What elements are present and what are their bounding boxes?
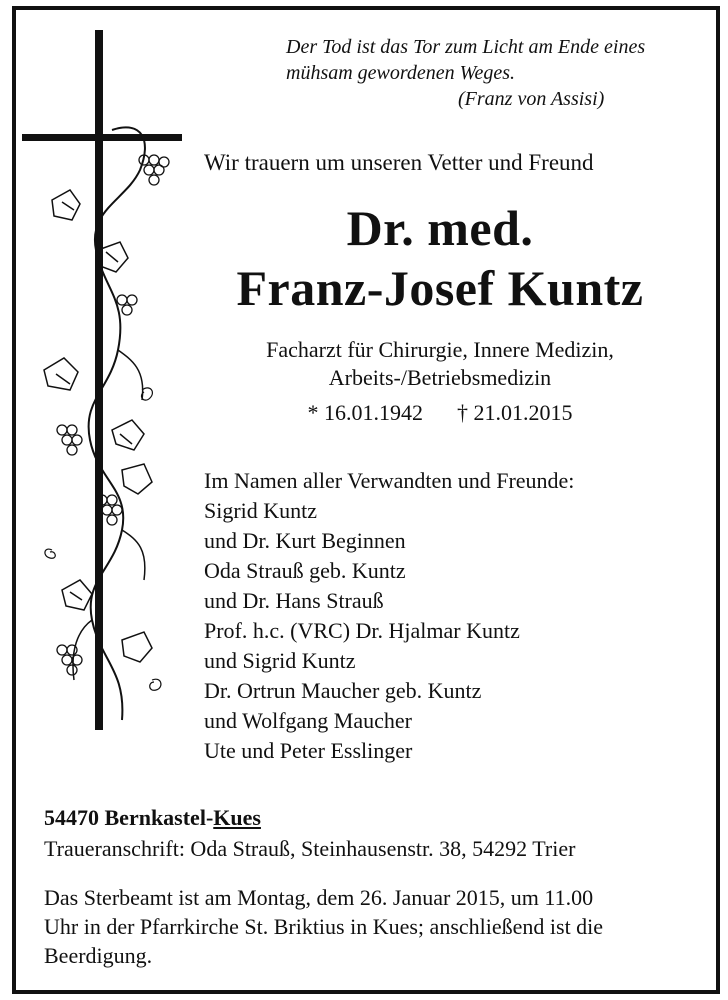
cross-with-grapevine-icon (22, 30, 192, 730)
family-member: Prof. h.c. (VRC) Dr. Hjalmar Kuntz (204, 618, 520, 643)
family-member: Dr. Ortrun Maucher geb. Kuntz (204, 678, 482, 703)
quote-block (286, 34, 696, 112)
deceased-title: Dr. med. (346, 200, 534, 256)
service-line: Das Sterbeamt ist am Montag, dem 26. Januar 2015, um 11.00 (44, 885, 594, 910)
death-date: † 21.01.2015 (457, 400, 573, 425)
place-underlined: Kues (213, 805, 261, 830)
place-line (44, 805, 261, 831)
specialty-line: Facharzt für Chirurgie, Innere Medizin, (266, 337, 614, 362)
family-member: und Dr. Kurt Beginnen (204, 528, 406, 553)
family-member: Sigrid Kuntz (204, 498, 318, 523)
place-prefix: 54470 Bernkastel- (44, 805, 214, 830)
family-heading: Im Namen aller Verwandten und Freunde: (204, 468, 575, 493)
deceased-full-name: Franz-Josef Kuntz (236, 260, 644, 316)
quote-author: (Franz von Assisi) (458, 88, 605, 110)
family-list (204, 466, 574, 766)
birth-date: * 16.01.1942 (307, 400, 423, 425)
life-dates (180, 400, 700, 426)
family-member: Ute und Peter Esslinger (204, 738, 413, 763)
quote-line: mühsam gewordenen Weges. (286, 62, 516, 84)
specialty-line: Arbeits-/Betriebsmedizin (328, 365, 552, 390)
family-member: und Sigrid Kuntz (204, 648, 356, 673)
family-member: und Dr. Hans Strauß (204, 588, 384, 613)
family-member: und Wolfgang Maucher (204, 708, 412, 733)
quote-line: Der Tod ist das Tor zum Licht am Ende eines (286, 36, 646, 58)
specialty-block (180, 336, 700, 392)
service-line: Uhr in der Pfarrkirche St. Briktius in Kues; anschließend ist die (44, 914, 604, 939)
deceased-name (180, 198, 700, 318)
intro-line: Wir trauern um unseren Vetter und Freund (204, 150, 594, 175)
service-info (44, 883, 692, 970)
service-line: Beerdigung. (44, 943, 153, 968)
family-member: Oda Strauß geb. Kuntz (204, 558, 406, 583)
mourning-address: Traueranschrift: Oda Strauß, Steinhausenstr. 38, 54292 Trier (44, 836, 576, 861)
